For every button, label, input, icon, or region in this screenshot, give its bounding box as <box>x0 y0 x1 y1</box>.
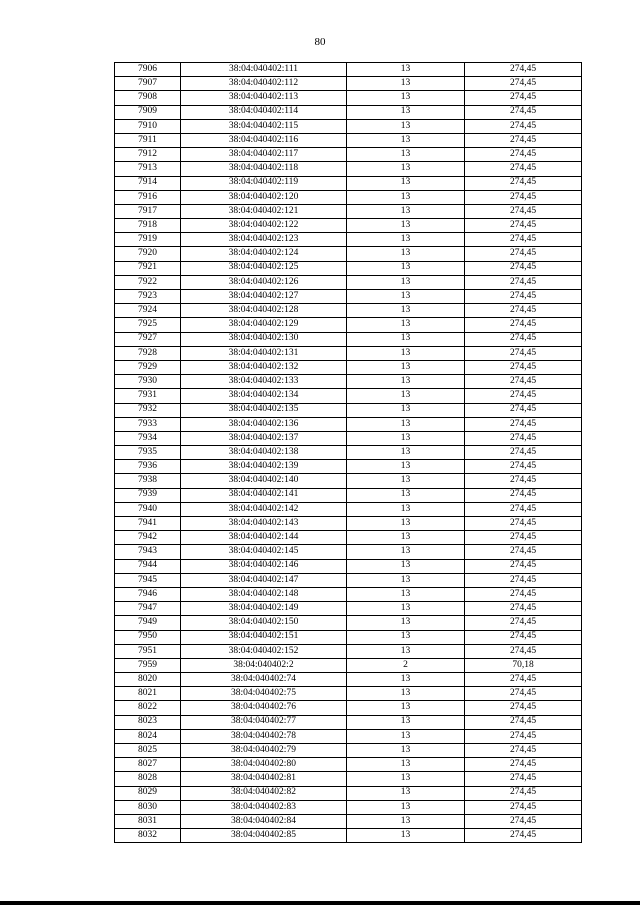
row-number-cell: 7933 <box>115 417 181 431</box>
value-cell: 274,45 <box>465 275 582 289</box>
table-row <box>115 829 582 843</box>
cadastral-number-cell: 38:04:040402:129 <box>181 318 347 332</box>
cadastral-number-cell: 38:04:040402:112 <box>181 77 347 91</box>
value-cell: 274,45 <box>465 332 582 346</box>
count-cell: 13 <box>347 119 465 133</box>
table-row <box>115 133 582 147</box>
count-cell: 13 <box>347 772 465 786</box>
cadastral-number-cell: 38:04:040402:144 <box>181 531 347 545</box>
table-row <box>115 332 582 346</box>
count-cell: 13 <box>347 247 465 261</box>
value-cell: 274,45 <box>465 587 582 601</box>
page-bottom-edge <box>0 901 640 905</box>
value-cell: 274,45 <box>465 247 582 261</box>
table-body <box>115 63 582 843</box>
row-number-cell: 7932 <box>115 403 181 417</box>
row-number-cell: 7959 <box>115 658 181 672</box>
cadastral-number-cell: 38:04:040402:141 <box>181 488 347 502</box>
row-number-cell: 7916 <box>115 190 181 204</box>
row-number-cell: 8031 <box>115 814 181 828</box>
count-cell: 13 <box>347 800 465 814</box>
cadastral-number-cell: 38:04:040402:140 <box>181 474 347 488</box>
value-cell: 274,45 <box>465 446 582 460</box>
table-row <box>115 360 582 374</box>
count-cell: 13 <box>347 531 465 545</box>
count-cell: 13 <box>347 502 465 516</box>
value-cell: 274,45 <box>465 630 582 644</box>
cadastral-number-cell: 38:04:040402:74 <box>181 673 347 687</box>
row-number-cell: 8021 <box>115 687 181 701</box>
row-number-cell: 7938 <box>115 474 181 488</box>
cadastral-number-cell: 38:04:040402:137 <box>181 431 347 445</box>
table-row <box>115 616 582 630</box>
cadastral-number-cell: 38:04:040402:123 <box>181 233 347 247</box>
row-number-cell: 7909 <box>115 105 181 119</box>
count-cell: 13 <box>347 616 465 630</box>
value-cell: 274,45 <box>465 715 582 729</box>
cadastral-number-cell: 38:04:040402:76 <box>181 701 347 715</box>
table-row <box>115 375 582 389</box>
cadastral-number-cell: 38:04:040402:115 <box>181 119 347 133</box>
cadastral-number-cell: 38:04:040402:117 <box>181 148 347 162</box>
value-cell: 274,45 <box>465 431 582 445</box>
table-row <box>115 275 582 289</box>
value-cell: 274,45 <box>465 417 582 431</box>
table-row <box>115 587 582 601</box>
row-number-cell: 7945 <box>115 573 181 587</box>
cadastral-number-cell: 38:04:040402:131 <box>181 346 347 360</box>
count-cell: 2 <box>347 658 465 672</box>
cadastral-number-cell: 38:04:040402:116 <box>181 133 347 147</box>
count-cell: 13 <box>347 133 465 147</box>
table-row <box>115 190 582 204</box>
count-cell: 13 <box>347 77 465 91</box>
table-row <box>115 346 582 360</box>
row-number-cell: 7906 <box>115 63 181 77</box>
cadastral-number-cell: 38:04:040402:85 <box>181 829 347 843</box>
value-cell: 274,45 <box>465 133 582 147</box>
value-cell: 274,45 <box>465 729 582 743</box>
table-row <box>115 460 582 474</box>
value-cell: 274,45 <box>465 304 582 318</box>
cadastral-number-cell: 38:04:040402:127 <box>181 290 347 304</box>
count-cell: 13 <box>347 460 465 474</box>
cadastral-number-cell: 38:04:040402:152 <box>181 644 347 658</box>
row-number-cell: 7946 <box>115 587 181 601</box>
table-row <box>115 786 582 800</box>
cadastral-number-cell: 38:04:040402:124 <box>181 247 347 261</box>
row-number-cell: 7910 <box>115 119 181 133</box>
row-number-cell: 7922 <box>115 275 181 289</box>
count-cell: 13 <box>347 786 465 800</box>
cadastral-number-cell: 38:04:040402:125 <box>181 261 347 275</box>
table-row <box>115 77 582 91</box>
value-cell: 274,45 <box>465 644 582 658</box>
value-cell: 274,45 <box>465 318 582 332</box>
value-cell: 274,45 <box>465 460 582 474</box>
table-row <box>115 559 582 573</box>
row-number-cell: 7928 <box>115 346 181 360</box>
value-cell: 274,45 <box>465 176 582 190</box>
count-cell: 13 <box>347 389 465 403</box>
value-cell: 274,45 <box>465 204 582 218</box>
cadastral-number-cell: 38:04:040402:149 <box>181 602 347 616</box>
count-cell: 13 <box>347 758 465 772</box>
cadastral-number-cell: 38:04:040402:122 <box>181 219 347 233</box>
cadastral-number-cell: 38:04:040402:150 <box>181 616 347 630</box>
cadastral-number-cell: 38:04:040402:146 <box>181 559 347 573</box>
cadastral-number-cell: 38:04:040402:147 <box>181 573 347 587</box>
table-row <box>115 318 582 332</box>
count-cell: 13 <box>347 332 465 346</box>
count-cell: 13 <box>347 602 465 616</box>
row-number-cell: 7921 <box>115 261 181 275</box>
value-cell: 274,45 <box>465 800 582 814</box>
value-cell: 274,45 <box>465 814 582 828</box>
row-number-cell: 8029 <box>115 786 181 800</box>
table-row <box>115 658 582 672</box>
table-row <box>115 715 582 729</box>
row-number-cell: 8025 <box>115 744 181 758</box>
value-cell: 274,45 <box>465 744 582 758</box>
value-cell: 274,45 <box>465 91 582 105</box>
table-row <box>115 261 582 275</box>
count-cell: 13 <box>347 545 465 559</box>
value-cell: 274,45 <box>465 233 582 247</box>
table-row <box>115 729 582 743</box>
cadastral-number-cell: 38:04:040402:145 <box>181 545 347 559</box>
row-number-cell: 7947 <box>115 602 181 616</box>
row-number-cell: 7912 <box>115 148 181 162</box>
cadastral-number-cell: 38:04:040402:133 <box>181 375 347 389</box>
value-cell: 274,45 <box>465 63 582 77</box>
count-cell: 13 <box>347 375 465 389</box>
cadastral-number-cell: 38:04:040402:128 <box>181 304 347 318</box>
table-row <box>115 744 582 758</box>
value-cell: 274,45 <box>465 545 582 559</box>
table-row <box>115 630 582 644</box>
value-cell: 274,45 <box>465 119 582 133</box>
table-row <box>115 403 582 417</box>
row-number-cell: 7913 <box>115 162 181 176</box>
count-cell: 13 <box>347 176 465 190</box>
table-row <box>115 545 582 559</box>
value-cell: 274,45 <box>465 105 582 119</box>
cadastral-number-cell: 38:04:040402:143 <box>181 517 347 531</box>
cadastral-number-cell: 38:04:040402:77 <box>181 715 347 729</box>
table-row <box>115 304 582 318</box>
value-cell: 274,45 <box>465 375 582 389</box>
cadastral-number-cell: 38:04:040402:126 <box>181 275 347 289</box>
cadastral-number-cell: 38:04:040402:148 <box>181 587 347 601</box>
table-row <box>115 772 582 786</box>
cadastral-number-cell: 38:04:040402:135 <box>181 403 347 417</box>
count-cell: 13 <box>347 318 465 332</box>
row-number-cell: 8022 <box>115 701 181 715</box>
value-cell: 274,45 <box>465 190 582 204</box>
row-number-cell: 8027 <box>115 758 181 772</box>
table-row <box>115 701 582 715</box>
count-cell: 13 <box>347 673 465 687</box>
count-cell: 13 <box>347 63 465 77</box>
count-cell: 13 <box>347 360 465 374</box>
row-number-cell: 8028 <box>115 772 181 786</box>
value-cell: 274,45 <box>465 559 582 573</box>
value-cell: 274,45 <box>465 403 582 417</box>
count-cell: 13 <box>347 587 465 601</box>
table-row <box>115 446 582 460</box>
count-cell: 13 <box>347 446 465 460</box>
cadastral-number-cell: 38:04:040402:113 <box>181 91 347 105</box>
count-cell: 13 <box>347 403 465 417</box>
cadastral-number-cell: 38:04:040402:151 <box>181 630 347 644</box>
count-cell: 13 <box>347 474 465 488</box>
value-cell: 274,45 <box>465 673 582 687</box>
table-row <box>115 644 582 658</box>
value-cell: 274,45 <box>465 360 582 374</box>
row-number-cell: 7907 <box>115 77 181 91</box>
value-cell: 274,45 <box>465 758 582 772</box>
value-cell: 274,45 <box>465 261 582 275</box>
count-cell: 13 <box>347 304 465 318</box>
value-cell: 274,45 <box>465 602 582 616</box>
count-cell: 13 <box>347 91 465 105</box>
table-row <box>115 233 582 247</box>
row-number-cell: 8023 <box>115 715 181 729</box>
table-row <box>115 488 582 502</box>
row-number-cell: 8030 <box>115 800 181 814</box>
count-cell: 13 <box>347 105 465 119</box>
cadastral-number-cell: 38:04:040402:121 <box>181 204 347 218</box>
table-row <box>115 758 582 772</box>
row-number-cell: 7936 <box>115 460 181 474</box>
value-cell: 274,45 <box>465 162 582 176</box>
value-cell: 274,45 <box>465 290 582 304</box>
cadastral-number-cell: 38:04:040402:118 <box>181 162 347 176</box>
value-cell: 274,45 <box>465 488 582 502</box>
value-cell: 274,45 <box>465 616 582 630</box>
data-table <box>114 62 582 843</box>
row-number-cell: 7923 <box>115 290 181 304</box>
value-cell: 274,45 <box>465 829 582 843</box>
row-number-cell: 8020 <box>115 673 181 687</box>
table-row <box>115 517 582 531</box>
table-row <box>115 119 582 133</box>
cadastral-number-cell: 38:04:040402:132 <box>181 360 347 374</box>
table-row <box>115 63 582 77</box>
value-cell: 274,45 <box>465 687 582 701</box>
table-row <box>115 417 582 431</box>
row-number-cell: 7939 <box>115 488 181 502</box>
cadastral-number-cell: 38:04:040402:84 <box>181 814 347 828</box>
value-cell: 274,45 <box>465 502 582 516</box>
cadastral-number-cell: 38:04:040402:130 <box>181 332 347 346</box>
count-cell: 13 <box>347 204 465 218</box>
table-row <box>115 219 582 233</box>
count-cell: 13 <box>347 346 465 360</box>
row-number-cell: 7914 <box>115 176 181 190</box>
cadastral-number-cell: 38:04:040402:114 <box>181 105 347 119</box>
table-row <box>115 687 582 701</box>
cadastral-number-cell: 38:04:040402:138 <box>181 446 347 460</box>
cadastral-number-cell: 38:04:040402:81 <box>181 772 347 786</box>
row-number-cell: 7917 <box>115 204 181 218</box>
cadastral-number-cell: 38:04:040402:75 <box>181 687 347 701</box>
value-cell: 274,45 <box>465 474 582 488</box>
cadastral-number-cell: 38:04:040402:78 <box>181 729 347 743</box>
row-number-cell: 7931 <box>115 389 181 403</box>
value-cell: 274,45 <box>465 148 582 162</box>
value-cell: 70,18 <box>465 658 582 672</box>
row-number-cell: 7919 <box>115 233 181 247</box>
row-number-cell: 7911 <box>115 133 181 147</box>
count-cell: 13 <box>347 630 465 644</box>
count-cell: 13 <box>347 417 465 431</box>
cadastral-number-cell: 38:04:040402:139 <box>181 460 347 474</box>
value-cell: 274,45 <box>465 573 582 587</box>
cadastral-number-cell: 38:04:040402:83 <box>181 800 347 814</box>
count-cell: 13 <box>347 559 465 573</box>
row-number-cell: 7943 <box>115 545 181 559</box>
count-cell: 13 <box>347 290 465 304</box>
count-cell: 13 <box>347 190 465 204</box>
row-number-cell: 7929 <box>115 360 181 374</box>
row-number-cell: 7950 <box>115 630 181 644</box>
table-row <box>115 814 582 828</box>
cadastral-number-cell: 38:04:040402:119 <box>181 176 347 190</box>
table-row <box>115 162 582 176</box>
table-row <box>115 204 582 218</box>
count-cell: 13 <box>347 517 465 531</box>
count-cell: 13 <box>347 275 465 289</box>
value-cell: 274,45 <box>465 531 582 545</box>
table-row <box>115 602 582 616</box>
row-number-cell: 7925 <box>115 318 181 332</box>
row-number-cell: 7940 <box>115 502 181 516</box>
cadastral-number-cell: 38:04:040402:136 <box>181 417 347 431</box>
value-cell: 274,45 <box>465 772 582 786</box>
count-cell: 13 <box>347 829 465 843</box>
count-cell: 13 <box>347 729 465 743</box>
count-cell: 13 <box>347 219 465 233</box>
cadastral-number-cell: 38:04:040402:120 <box>181 190 347 204</box>
count-cell: 13 <box>347 162 465 176</box>
table-row <box>115 431 582 445</box>
cadastral-number-cell: 38:04:040402:80 <box>181 758 347 772</box>
row-number-cell: 7918 <box>115 219 181 233</box>
count-cell: 13 <box>347 715 465 729</box>
table-row <box>115 800 582 814</box>
page-number: 80 <box>314 36 326 48</box>
table-row <box>115 531 582 545</box>
cadastral-number-cell: 38:04:040402:2 <box>181 658 347 672</box>
value-cell: 274,45 <box>465 701 582 715</box>
table-row <box>115 673 582 687</box>
row-number-cell: 7920 <box>115 247 181 261</box>
value-cell: 274,45 <box>465 786 582 800</box>
table-row <box>115 105 582 119</box>
table-row <box>115 474 582 488</box>
value-cell: 274,45 <box>465 517 582 531</box>
cadastral-number-cell: 38:04:040402:134 <box>181 389 347 403</box>
row-number-cell: 7908 <box>115 91 181 105</box>
row-number-cell: 8024 <box>115 729 181 743</box>
row-number-cell: 7927 <box>115 332 181 346</box>
value-cell: 274,45 <box>465 77 582 91</box>
cadastral-number-cell: 38:04:040402:82 <box>181 786 347 800</box>
value-cell: 274,45 <box>465 219 582 233</box>
row-number-cell: 7949 <box>115 616 181 630</box>
count-cell: 13 <box>347 261 465 275</box>
count-cell: 13 <box>347 431 465 445</box>
count-cell: 13 <box>347 233 465 247</box>
count-cell: 13 <box>347 644 465 658</box>
row-number-cell: 7951 <box>115 644 181 658</box>
count-cell: 13 <box>347 488 465 502</box>
table-row <box>115 290 582 304</box>
row-number-cell: 7944 <box>115 559 181 573</box>
table-row <box>115 573 582 587</box>
cadastral-number-cell: 38:04:040402:79 <box>181 744 347 758</box>
table-row <box>115 176 582 190</box>
count-cell: 13 <box>347 701 465 715</box>
count-cell: 13 <box>347 148 465 162</box>
cadastral-number-cell: 38:04:040402:111 <box>181 63 347 77</box>
count-cell: 13 <box>347 744 465 758</box>
value-cell: 274,45 <box>465 346 582 360</box>
count-cell: 13 <box>347 687 465 701</box>
row-number-cell: 7942 <box>115 531 181 545</box>
table-row <box>115 502 582 516</box>
row-number-cell: 7935 <box>115 446 181 460</box>
row-number-cell: 8032 <box>115 829 181 843</box>
row-number-cell: 7941 <box>115 517 181 531</box>
table-row <box>115 247 582 261</box>
cadastral-number-cell: 38:04:040402:142 <box>181 502 347 516</box>
row-number-cell: 7930 <box>115 375 181 389</box>
table-row <box>115 389 582 403</box>
row-number-cell: 7924 <box>115 304 181 318</box>
count-cell: 13 <box>347 573 465 587</box>
value-cell: 274,45 <box>465 389 582 403</box>
row-number-cell: 7934 <box>115 431 181 445</box>
count-cell: 13 <box>347 814 465 828</box>
table-row <box>115 91 582 105</box>
table-row <box>115 148 582 162</box>
